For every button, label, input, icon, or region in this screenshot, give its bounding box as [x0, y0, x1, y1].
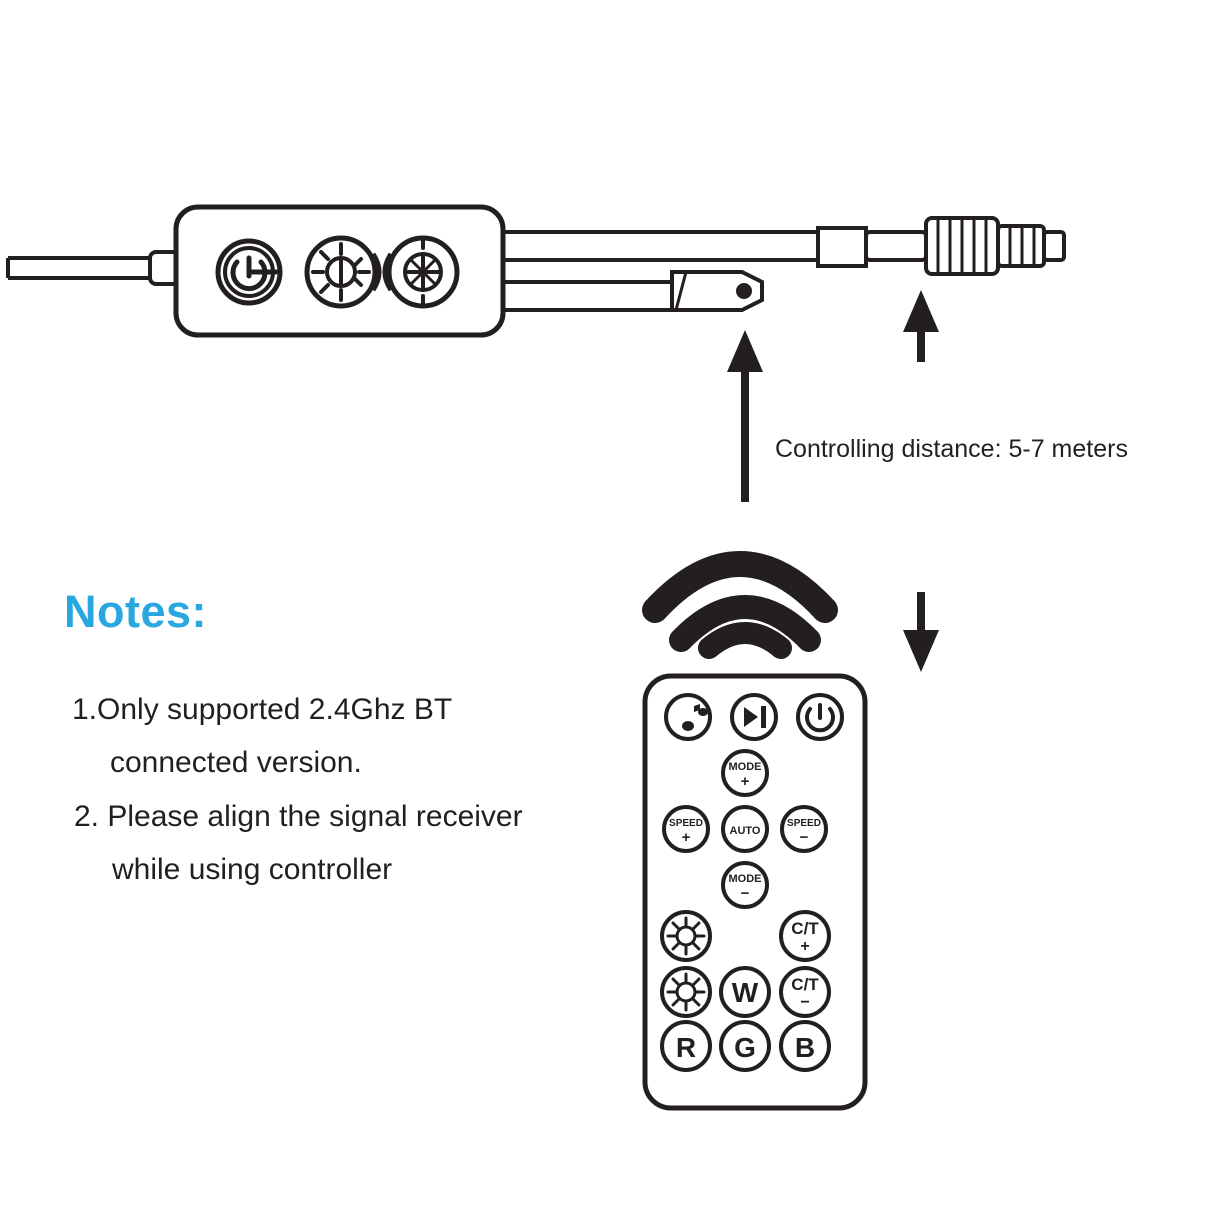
speed-plus-sub: +: [681, 829, 691, 846]
ct-plus-sub: +: [800, 938, 810, 955]
note-item-1-continued: connected version.: [110, 746, 362, 779]
blue-label: B: [794, 1032, 816, 1063]
controlling-distance-caption: Controlling distance: 5-7 meters: [775, 435, 1128, 463]
mode-plus-label: MODE: [728, 761, 762, 773]
auto-label: AUTO: [729, 825, 761, 837]
note-item-2-continued: while using controller: [112, 853, 393, 886]
speed-minus-label: SPEED: [787, 818, 821, 829]
white-label: W: [731, 977, 759, 1008]
ct-minus-sub: −: [800, 994, 810, 1011]
speed-plus-label: SPEED: [669, 818, 703, 829]
mode-minus-sub: −: [740, 885, 750, 902]
mode-minus-label: MODE: [728, 873, 762, 885]
ct-plus-label: C/T: [791, 919, 819, 938]
mode-plus-sub: +: [740, 773, 750, 790]
note-item-2: 2. Please align the signal receiver: [74, 800, 523, 833]
note-item-1: 1.Only supported 2.4Ghz BT: [72, 693, 453, 726]
red-label: R: [675, 1032, 697, 1063]
ct-minus-label: C/T: [791, 975, 819, 994]
notes-heading: Notes:: [64, 586, 208, 637]
green-label: G: [734, 1032, 756, 1063]
speed-minus-sub: −: [799, 829, 809, 846]
